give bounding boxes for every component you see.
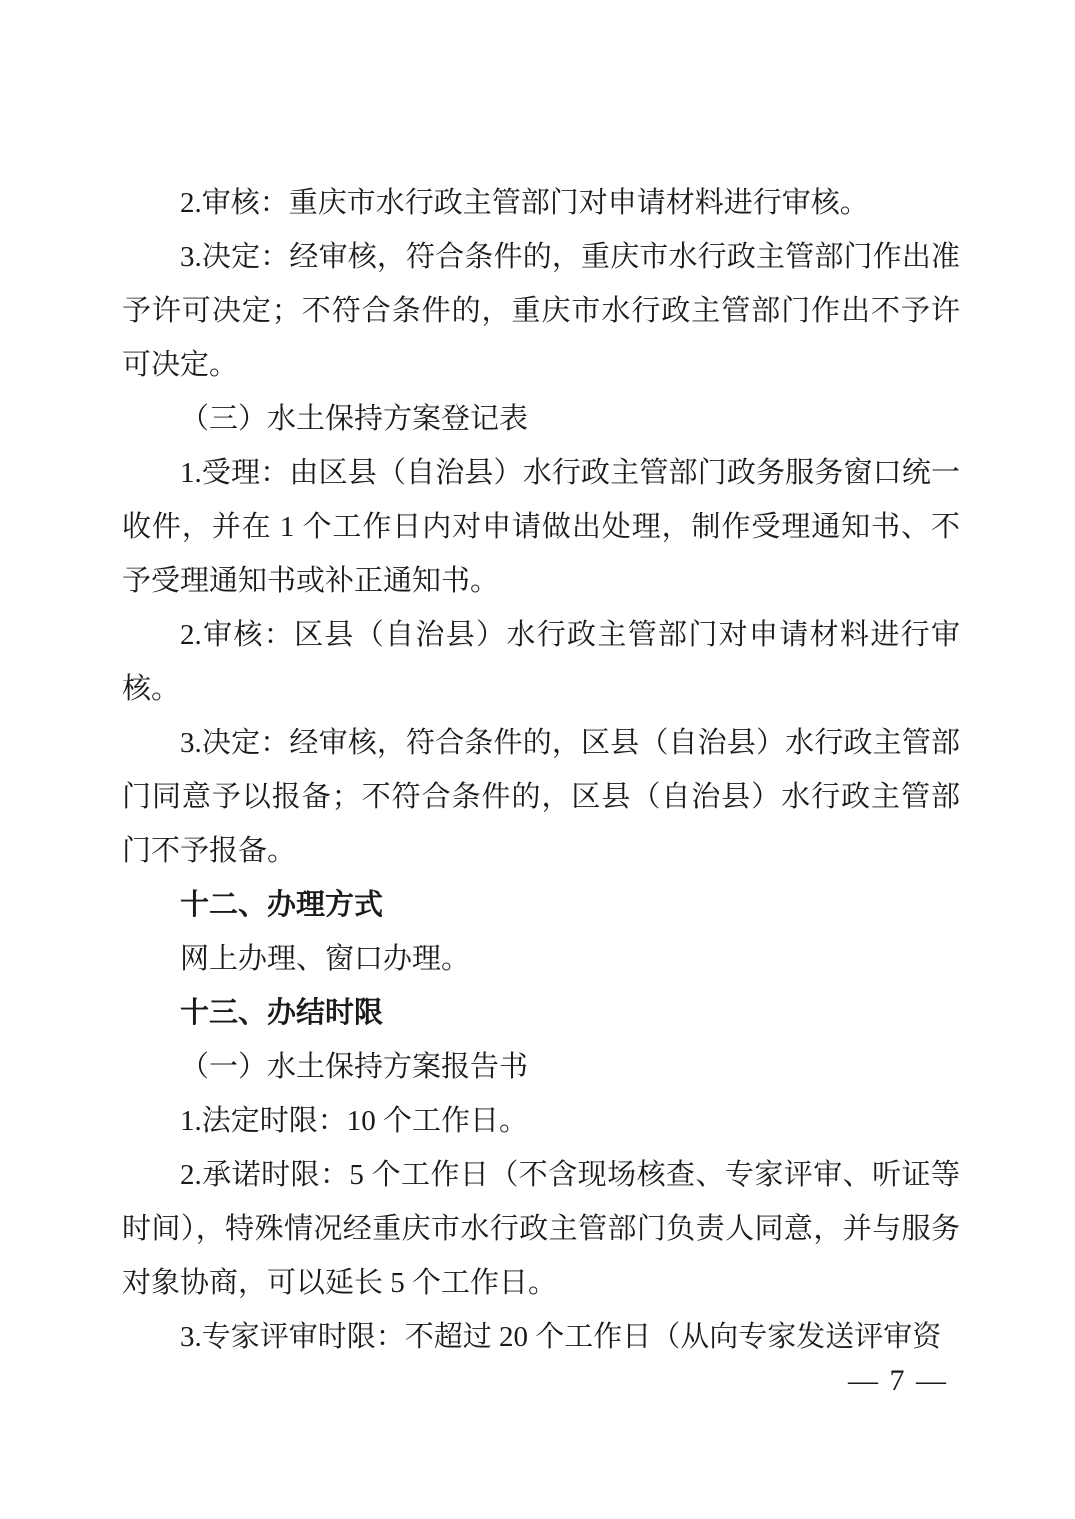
doc-paragraph: （一）水土保持方案报告书 — [180, 1051, 529, 1083]
doc-paragraph: 3.决定：经审核，符合条件的，重庆市水行政主管部门作出准予许可决定；不符合条件的，重庆市水行政主管部门作出不予许可决定。 — [122, 241, 960, 381]
page-number: — 7 — — [848, 1364, 948, 1397]
doc-paragraph: 网上办理、窗口办理。 — [180, 943, 471, 975]
doc-paragraph: 3.决定：经审核，符合条件的，区县（自治县）水行政主管部门同意予以报备；不符合条件的，区县（自治县）水行政主管部门不予报备。 — [122, 727, 960, 867]
doc-paragraph: 2.承诺时限：5 个工作日（不含现场核查、专家评审、听证等时间），特殊情况经重庆市水行政主管部门负责人同意，并与服务对象协商，可以延长 5 个工作日。 — [122, 1159, 960, 1299]
doc-paragraph: 2.审核：区县（自治县）水行政主管部门对申请材料进行审核。 — [122, 619, 960, 705]
doc-paragraph: 1.法定时限：10 个工作日。 — [180, 1105, 529, 1137]
section-heading: 十三、办结时限 — [180, 997, 384, 1029]
doc-paragraph: （三）水土保持方案登记表 — [180, 403, 529, 435]
doc-paragraph: 2.审核：重庆市水行政主管部门对申请材料进行审核。 — [180, 187, 869, 219]
section-heading: 十二、办理方式 — [180, 889, 384, 921]
doc-paragraph: 3.专家评审时限：不超过 20 个工作日（从向专家发送评审资 — [180, 1321, 942, 1353]
doc-paragraph: 1.受理：由区县（自治县）水行政主管部门政务服务窗口统一收件，并在 1 个工作日内对申请做出处理，制作受理通知书、不予受理通知书或补正通知书。 — [122, 457, 960, 597]
page-content — [122, 176, 960, 1364]
